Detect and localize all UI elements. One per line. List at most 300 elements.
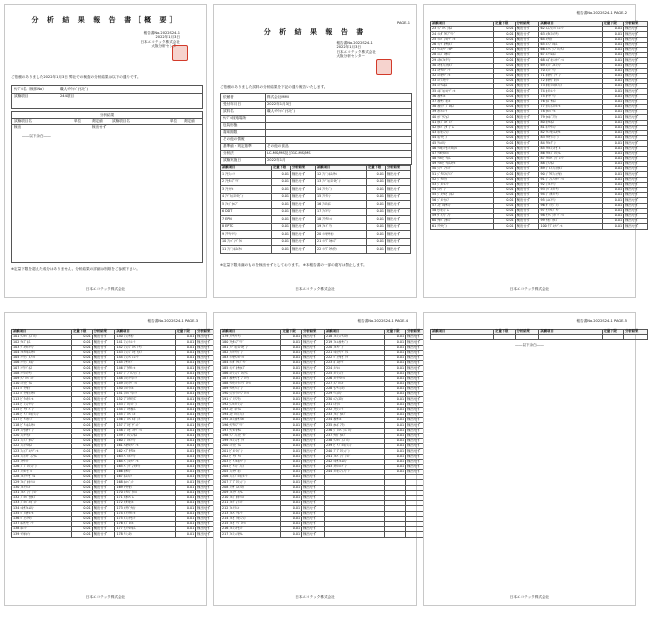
table-cell: 検出せず <box>515 213 539 218</box>
table-cell: 36 ｵｷｻﾐﾙ <box>431 94 494 99</box>
table-cell: 検出せず <box>515 105 539 110</box>
table-cell: 105 ﾄﾘｱｼﾞﾒﾉｰﾙ <box>12 355 72 360</box>
table-cell: 87 ｸﾛﾛﾍﾞﾝｼﾞﾚｰﾄ <box>539 156 602 161</box>
table-cell: 検出せず <box>196 361 219 366</box>
detail-footer: 日本エコテック株式会社 <box>509 287 550 291</box>
table-cell: 検出せず <box>196 381 219 386</box>
table-cell: 0.01 <box>72 527 93 532</box>
table-cell: 検出せず <box>196 402 219 407</box>
table-cell: 132 ﾌﾟﾛﾊﾟﾓｶﾙﾌﾞ <box>12 496 72 501</box>
table-cell: 110 ﾆﾃﾝﾋﾟﾗﾑ <box>12 381 72 386</box>
table-cell: 0.01 <box>72 350 93 355</box>
table-cell: 検出せず <box>302 464 325 469</box>
table-cell: 検出せず <box>406 454 429 459</box>
table-cell: 226 ﾒﾄﾗｸﾛｰﾙ <box>324 376 384 381</box>
table-cell: 54 ｼﾏｼﾞﾝ <box>431 188 494 193</box>
table-cell: 168 ﾎﾙﾍﾟｯﾄ <box>115 480 175 485</box>
table-cell: 120 ﾌｪﾅﾘﾓﾙ <box>12 433 72 438</box>
table-cell: 検出せず <box>92 392 115 397</box>
table-cell: 検出せず <box>624 167 648 172</box>
table-cell: 検出せず <box>302 366 325 371</box>
table-cell: 162 ﾍﾌﾟﾀｸﾛﾙ <box>115 449 175 454</box>
table-cell: 0.01 <box>72 340 93 345</box>
table-cell: 0.01 <box>281 480 302 485</box>
table-cell: 0.01 <box>72 355 93 360</box>
table-cell: 140 ﾌｪﾝﾁｵﾝ <box>115 335 175 340</box>
table-cell: 検出せず <box>196 366 219 371</box>
table-cell: 84 ｸﾛﾙﾃﾞﾝ <box>539 141 602 146</box>
table-cell: 0.01 <box>385 387 406 392</box>
table-cell: 0.01 <box>385 335 406 340</box>
table-cell: 0.01 <box>494 94 516 99</box>
table-cell: 68 ｴﾎﾟｷｼｺﾅｿﾞｰﾙ <box>539 58 602 63</box>
table-cell: 163 ﾍﾟﾙﾒﾄﾘﾝ <box>115 454 175 459</box>
table-cell: 0.01 <box>494 37 516 42</box>
table-cell: 検出せず <box>302 371 325 376</box>
table-cell: 8 EPTC <box>221 223 272 231</box>
table-cell: 検出せず <box>386 231 411 239</box>
table-cell: 216 ﾌﾙﾌｪﾅｾｯﾄ <box>221 527 281 532</box>
table-cell: 0.01 <box>494 151 516 156</box>
table-cell: 検出せず <box>302 449 325 454</box>
table-cell: 0.01 <box>72 428 93 433</box>
column-header: 分析結果 <box>386 166 411 171</box>
table-cell: 0.01 <box>385 444 406 449</box>
table-cell: 66 ｴﾄﾍﾞﾝﾌﾟﾛｯｸｽ <box>539 47 602 52</box>
table-cell: 186 ｴﾃﾌｪﾝﾌﾟﾛｯｸｽ <box>221 371 281 376</box>
table-cell: 検出せず <box>302 387 325 392</box>
table-cell: 0.01 <box>602 224 624 229</box>
column-header: 試験項目 <box>431 22 494 27</box>
table-cell: 0.01 <box>494 125 516 130</box>
table-cell: 219 ﾌﾙﾐｵｷｻｼﾞﾝ <box>324 340 384 345</box>
table-cell: 243 ﾒﾀﾌﾙﾐｿﾞﾝ <box>324 464 384 469</box>
table-cell: 検出せず <box>291 216 316 224</box>
table-cell: 0.01 <box>72 521 93 526</box>
table-cell: 172 ﾒﾀﾗｷｼﾙ <box>115 501 175 506</box>
table-cell: 0.01 <box>272 246 291 254</box>
table-cell: 0.01 <box>494 224 516 229</box>
report-title: 分 析 結 果 報 告 書 <box>263 28 367 36</box>
table-cell: 検出せず <box>386 186 411 194</box>
table-cell: 42 ｶﾙﾍﾞﾝﾀﾞｼﾞﾑ <box>431 125 494 130</box>
table-cell: 11 ｱｼﾞﾝﾎｽｴﾁﾙ <box>221 246 272 254</box>
table-cell: 0.01 <box>175 345 196 350</box>
detail-page-number: PAGE-4 <box>395 319 408 323</box>
table-cell: 検出せず <box>302 459 325 464</box>
table-cell: 検出せず <box>624 53 648 58</box>
table-cell: 検出せず <box>515 146 539 151</box>
report-no: 報告書No.2022S24-1 <box>336 41 373 45</box>
table-cell: 136 ﾍﾟﾝｼｸﾛﾝ <box>12 516 72 521</box>
table-cell: 0.01 <box>602 182 624 187</box>
table-cell: 235 ｶﾙﾎﾞﾌﾗﾝ <box>324 423 384 428</box>
table-cell: 0.01 <box>602 47 624 52</box>
table-cell: 61 ﾃｸﾅｾﾞﾝ <box>431 224 494 229</box>
table-cell: 検出せず <box>406 444 429 449</box>
table-cell: 0.01 <box>72 345 93 350</box>
table-cell: 180 ｱｾﾀﾐﾌﾟﾘﾄﾞ <box>221 340 281 345</box>
table-cell: 45 ｸﾐﾙﾛﾝ <box>431 141 494 146</box>
table-cell: 144 ﾌｪﾝﾊﾞﾚﾚｰﾄ <box>115 355 175 360</box>
table-cell: 234 ｵｷｻﾐﾙ <box>324 418 384 423</box>
table-cell: 0.01 <box>494 167 516 172</box>
table-cell: 99 ﾁｵｼﾞｶﾙﾌﾞ <box>539 219 602 224</box>
table-cell: 検出せず <box>515 84 539 89</box>
table-cell: 検出せず <box>92 496 115 501</box>
table-cell: 85 ｸﾛﾙﾌｪﾅﾋﾟﾙ <box>539 146 602 151</box>
table-cell: 0.01 <box>175 475 196 480</box>
table-cell: 64 ｴﾁｵﾝ <box>539 37 602 42</box>
table-cell: 0.01 <box>494 84 516 89</box>
table-cell: 検出せず <box>515 130 539 135</box>
table-cell: 183 ｲｿｷｻﾌﾙﾄｰﾙ <box>221 355 281 360</box>
table-cell: 221 ﾍｷｼﾁｱｿﾞｸｽ <box>324 350 384 355</box>
table-cell: 検出せず <box>624 224 648 229</box>
table-cell: 60 ﾁｵﾍﾞﾝｶﾙﾌﾞ <box>431 219 494 224</box>
table-cell: 62 ｴｽﾌｪﾝﾊﾞﾚﾚｰﾄ <box>539 27 602 32</box>
table-cell: 0.01 <box>494 203 516 208</box>
table-cell: 0.01 <box>175 376 196 381</box>
table-row <box>431 335 648 340</box>
table-cell: 検出せず <box>515 156 539 161</box>
table-cell: 0.01 <box>175 470 196 475</box>
report-field-value: LC-MS/MS及びGC-MS/MS <box>267 151 311 155</box>
table-cell: 124 ﾌｪﾝﾒﾃﾞｨﾌｧﾑ <box>12 454 72 459</box>
table-cell: 55 ｼﾞﾒﾁﾙﾋﾞﾝﾎｽ <box>431 193 494 198</box>
table-cell: 0.01 <box>602 156 624 161</box>
table-cell: 検出せず <box>196 470 219 475</box>
table-cell: 0.01 <box>72 387 93 392</box>
table-cell: 79 ｶﾙﾎﾞﾌﾗﾝ <box>539 115 602 120</box>
table-cell: 0.01 <box>175 433 196 438</box>
table-cell: 175 ﾒﾌｪﾅｾｯﾄ <box>115 516 175 521</box>
table-cell: 195 ｽﾙﾌｫｷｻﾌﾛﾙ <box>221 418 281 423</box>
table-cell: 224 ﾒｿﾐﾙ <box>324 366 384 371</box>
table-cell: 検出せず <box>515 136 539 141</box>
table-cell: 0.01 <box>494 120 516 125</box>
table-cell: 48 ｸﾛﾙﾋﾟﾘﾎｽ <box>431 156 494 161</box>
table-cell: 108 ﾄﾘﾌﾙﾗﾘﾝ <box>12 371 72 376</box>
table-cell: 0.01 <box>281 485 302 490</box>
table-cell: 138 ﾎﾚｰﾄ <box>12 527 72 532</box>
table-cell: 30 ｴﾁｵﾌｪﾝｶﾙﾌﾞ <box>431 63 494 68</box>
summary-sample-name: 職人ﾏｸﾗｲﾍﾞ(ﾓｽﾋﾞ) <box>60 87 88 91</box>
table-cell: 21 ｲｿﾌﾟﾛｶﾙﾌﾞ <box>316 238 367 246</box>
table-cell: 検出せず <box>624 177 648 182</box>
table-cell: 検出せず <box>624 172 648 177</box>
table-cell: 検出せず <box>92 355 115 360</box>
table-cell: 44 ｷﾝﾄｾﾞﾝ <box>431 136 494 141</box>
table-cell: 215 ﾌﾙﾋﾟﾘﾌﾟﾛｰﾙ <box>221 521 281 526</box>
table-cell: 98 ﾁｱﾍﾞﾝﾀﾞｿﾞｰﾙ <box>539 213 602 218</box>
table-cell: 検出せず <box>624 89 648 94</box>
table-cell: 91 ｼﾞﾌｪﾉｺﾅｿﾞｰﾙ <box>539 177 602 182</box>
table-cell: 検出せず <box>515 224 539 229</box>
table-cell: 0.01 <box>281 532 302 537</box>
table-cell: 207 ﾌﾞﾌﾟﾛﾌｪｼﾞﾝ <box>221 480 281 485</box>
table-cell: 0.01 <box>602 213 624 218</box>
table-cell: 検出せず <box>92 449 115 454</box>
table-cell: 0.01 <box>602 27 624 32</box>
table-cell: 0.01 <box>602 188 624 193</box>
table-cell: 176 ﾒﾌﾟﾛﾆﾙ <box>115 521 175 526</box>
table-cell: 検出せず <box>515 110 539 115</box>
column-header: 定量下限 <box>281 330 302 335</box>
table-cell: 121 ﾌｪﾉﾌﾞｶﾙﾌﾞ <box>12 438 72 443</box>
table-cell: 0.01 <box>494 105 516 110</box>
table-cell: 0.01 <box>72 480 93 485</box>
table-cell: 0.01 <box>175 449 196 454</box>
table-cell: 0.01 <box>281 444 302 449</box>
table-cell: 165 ﾍﾟﾝﾃﾞｨﾒﾀﾘﾝ <box>115 464 175 469</box>
table-cell: 0.01 <box>367 208 386 216</box>
table-cell: 検出せず <box>515 141 539 146</box>
table-cell: 0.01 <box>175 355 196 360</box>
table-cell: 205 ﾌｪﾅｻﾞｷﾝ <box>221 470 281 475</box>
report-page-1 <box>213 4 417 298</box>
column-header: 分析結果 <box>302 330 325 335</box>
table-cell: 0.01 <box>494 198 516 203</box>
table-cell: 検出せず <box>302 423 325 428</box>
table-row <box>221 532 429 537</box>
table-cell: 0.01 <box>281 376 302 381</box>
table-cell: 0.01 <box>602 115 624 120</box>
table-row <box>12 532 219 537</box>
table-cell: 0.01 <box>494 188 516 193</box>
table-cell: 検出せず <box>302 532 325 537</box>
table-cell: 0.01 <box>72 459 93 464</box>
table-cell: 63 ｴﾀﾙﾌﾙﾗﾘﾝ <box>539 32 602 37</box>
table-cell: 検出せず <box>196 438 219 443</box>
table-cell: 2 ｱｾﾀﾐﾌﾟﾘﾄﾞ <box>221 178 272 186</box>
table-cell: 159 ﾌﾟﾛﾌｪﾉﾎｽ <box>115 433 175 438</box>
summary-result: 検出せず <box>92 125 107 129</box>
summary-date: 2022年1月3日 <box>155 35 180 40</box>
table-cell: 0.01 <box>72 423 93 428</box>
table-cell: 検出せず <box>624 105 648 110</box>
table-cell: 69 ｴﾝﾄﾞｽﾙﾌｧﾝ <box>539 63 602 68</box>
table-cell: 検出せず <box>624 213 648 218</box>
table-cell: 78 ｶﾙﾊﾞﾘﾙ <box>539 110 602 115</box>
table-cell: 170 ﾐｸﾛﾌﾞﾀﾆﾙ <box>115 490 175 495</box>
table-cell: 検出せず <box>302 418 325 423</box>
table-cell: 検出せず <box>386 223 411 231</box>
table-cell: 0.01 <box>602 120 624 125</box>
column-header: 定量下限 <box>175 330 196 335</box>
table-cell: 検出せず <box>624 32 648 37</box>
detail-report-no: 報告書No.2022S24-1 <box>357 319 394 323</box>
table-cell: 検出せず <box>406 387 429 392</box>
table-cell: 検出せず <box>291 178 316 186</box>
table-cell: 検出せず <box>624 182 648 187</box>
column-header: 分析結果 <box>624 22 648 27</box>
table-cell: 検出せず <box>515 115 539 120</box>
table-cell: 検出せず <box>92 371 115 376</box>
table-cell: 0.01 <box>494 219 516 224</box>
table-cell: 検出せず <box>291 208 316 216</box>
table-cell: 検出せず <box>92 444 115 449</box>
table-cell: 67 ｴﾄﾘﾑﾎｽ <box>539 53 602 58</box>
column-header: 試験項目 <box>431 330 494 335</box>
summary-note: ※定量下限を超えた成分はありません。分析結果の詳細は別紙をご参照下さい。 <box>11 267 141 271</box>
table-cell: 43 ｷﾉｷｼﾌｪﾝ <box>431 130 494 135</box>
table-cell: 0.01 <box>602 42 624 47</box>
table-cell: 検出せず <box>624 63 648 68</box>
table-cell: 0.01 <box>385 361 406 366</box>
table-cell: 検出せず <box>196 532 219 537</box>
table-cell: 143 ﾌｪﾝﾌﾟﾛﾋﾟﾓﾙﾌ <box>115 350 175 355</box>
summary-center: 大阪分析センター <box>151 44 180 49</box>
table-cell: 0.01 <box>281 423 302 428</box>
summary-page <box>4 4 207 298</box>
table-cell: 検出せず <box>92 459 115 464</box>
table-cell: 検出せず <box>406 361 429 366</box>
column-header: 定量下限 <box>72 330 93 335</box>
table-cell: 0.01 <box>602 125 624 130</box>
table-cell: 検出せず <box>386 208 411 216</box>
table-cell: 検出せず <box>624 193 648 198</box>
table-cell: 検出せず <box>196 407 219 412</box>
table-cell: 0.01 <box>602 162 624 167</box>
table-cell: 35 ｴﾎﾟｷｼｺﾅｿﾞｰﾙ <box>431 89 494 94</box>
table-cell: 検出せず <box>515 99 539 104</box>
table-cell: 114 ﾋﾞﾌｪﾝﾄﾘﾝ <box>12 402 72 407</box>
table-cell: 検出せず <box>406 464 429 469</box>
table-cell: 0.01 <box>281 361 302 366</box>
table-cell: 0.01 <box>494 32 516 37</box>
table-cell: 237 ﾁｵｼﾞｶﾙﾌﾞ <box>324 433 384 438</box>
table-cell: 検出せず <box>92 361 115 366</box>
table-cell: 126 ﾌﾞﾌﾟﾛﾌｪｼﾞﾝ <box>12 464 72 469</box>
table-cell: 214 ﾌﾙﾋﾟﾗｷｼﾌｪﾝ <box>221 516 281 521</box>
table-cell: 0.01 <box>72 335 93 340</box>
table-row <box>221 208 411 216</box>
table-row <box>221 193 411 201</box>
table-cell: 95 ｼﾑｴﾄﾘﾝ <box>539 198 602 203</box>
table-cell: 0.01 <box>494 63 516 68</box>
table-cell: 0.01 <box>272 216 291 224</box>
table-cell: 検出せず <box>406 428 429 433</box>
table-cell: 220 ﾌﾙﾘﾄﾞﾝ <box>324 345 384 350</box>
table-cell: 212 ﾌﾙﾄﾗﾆﾙ <box>221 506 281 511</box>
table-cell: 174 ﾒﾄﾗｸﾛｰﾙ <box>115 511 175 516</box>
table-cell: 0.01 <box>281 527 302 532</box>
table-cell: 0.01 <box>602 79 624 84</box>
table-cell: 検出せず <box>92 480 115 485</box>
table-cell: 検出せず <box>624 79 648 84</box>
table-cell: 検出せず <box>291 171 316 179</box>
table-cell: 0.01 <box>602 73 624 78</box>
table-cell: 177 ﾓﾉｸﾛﾄﾎｽ <box>115 527 175 532</box>
table-cell: 検出せず <box>196 480 219 485</box>
table-cell: 97 ﾁｱｸﾛﾌﾟﾘﾄﾞ <box>539 208 602 213</box>
table-cell: 209 ﾌﾙｱｻﾞｲﾅﾑ <box>221 490 281 495</box>
table-cell: 検出せず <box>291 238 316 246</box>
table-cell: 0.01 <box>385 397 406 402</box>
table-cell: 0.01 <box>175 402 196 407</box>
table-cell: 0.01 <box>175 423 196 428</box>
table-cell: 0.01 <box>385 438 406 443</box>
table-cell: 検出せず <box>302 335 325 340</box>
table-cell: 検出せず <box>515 198 539 203</box>
table-cell: 52 ｼﾞｸﾛﾗﾝ <box>431 177 494 182</box>
table-cell: 0.01 <box>72 449 93 454</box>
table-cell: 検出せず <box>92 532 115 537</box>
table-cell: 検出せず <box>196 516 219 521</box>
table-cell: 検出せず <box>515 47 539 52</box>
table-cell: 検出せず <box>624 27 648 32</box>
table-cell: 検出せず <box>515 42 539 47</box>
table-cell: 0.01 <box>281 381 302 386</box>
table-cell: 検出せず <box>92 407 115 412</box>
table-cell: 104 ﾄﾙｸﾛﾎｽﾒﾁﾙ <box>12 350 72 355</box>
table-cell: 0.01 <box>494 73 516 78</box>
table-cell: 検出せず <box>624 120 648 125</box>
table-cell: 0.01 <box>281 355 302 360</box>
table-cell: 229 ﾘﾆｭﾛﾝ <box>324 392 384 397</box>
table-cell: 0.01 <box>367 223 386 231</box>
table-cell: 201 ﾋﾟﾒﾄﾛｼﾞﾝ <box>221 449 281 454</box>
table-cell: 検出せず <box>196 444 219 449</box>
table-cell: 検出せず <box>515 162 539 167</box>
table-cell: 検出せず <box>302 397 325 402</box>
column-header: 試験項目 <box>12 330 72 335</box>
table-cell: 208 ﾌﾗｻﾞｽﾙﾌﾛﾝ <box>221 485 281 490</box>
table-cell: 検出せず <box>624 156 648 161</box>
table-cell: 83 ｸﾛﾁｱﾆｼﾞﾝ <box>539 136 602 141</box>
report-field-label: 依頼者 <box>223 95 234 99</box>
table-cell: 150 ﾌﾙﾄﾗﾆﾙ <box>115 387 175 392</box>
table-cell: 89 ｼﾞｴﾄﾌｪﾝｶﾙﾌﾞ <box>539 167 602 172</box>
column-header: 分析結果 <box>291 166 316 171</box>
table-cell: 129 ﾌﾙｼﾞｵｷｿﾆﾙ <box>12 480 72 485</box>
table-cell: 92 ｼﾌﾙﾄﾘﾝ <box>539 182 602 187</box>
table-cell: 53 ｼﾞﾒﾄｴｰﾄ <box>431 182 494 187</box>
table-cell: 160 ﾌﾟﾛﾒﾄﾘﾝ <box>115 438 175 443</box>
table-cell: 0.01 <box>602 68 624 73</box>
summary-notice: ご依頼のありました2022年1月3日 弊社での検査の分析結果は以下の通りです。 <box>11 75 141 79</box>
table-cell: 0.01 <box>175 335 196 340</box>
table-cell: 検出せず <box>624 84 648 89</box>
table-cell: 検出せず <box>196 521 219 526</box>
table-cell: 0.01 <box>281 506 302 511</box>
table-cell: 0.01 <box>494 213 516 218</box>
table-cell: 検出せず <box>196 459 219 464</box>
table-cell: 検出せず <box>92 490 115 495</box>
table-cell: 0.01 <box>281 397 302 402</box>
table-cell: 0.01 <box>272 171 291 179</box>
table-cell: 0.01 <box>72 438 93 443</box>
table-cell: 検出せず <box>515 37 539 42</box>
table-cell: 239 ﾋﾟﾘﾌﾟﾛｷｼﾌｪﾝ <box>324 444 384 449</box>
table-cell: 142 ﾌｪﾝﾌﾟﾛﾊﾟﾄﾘﾝ <box>115 345 175 350</box>
table-cell: 5 ｱﾙｼﾞｶﾙﾌﾞ <box>221 201 272 209</box>
table-cell: 0.01 <box>602 203 624 208</box>
table-cell: 200 ﾆﾃﾝﾋﾟﾗﾑ <box>221 444 281 449</box>
table-cell: 109 ﾅﾌﾟﾛﾊﾟﾐﾄﾞ <box>12 376 72 381</box>
table-cell: 検出せず <box>515 151 539 156</box>
table-cell: 147 ﾌﾞﾌﾟﾛﾌｪｼﾞﾝ <box>115 371 175 376</box>
table-cell: 検出せず <box>515 167 539 172</box>
table-cell: 127 ﾌﾗﾒﾄﾋﾟﾙ <box>12 470 72 475</box>
table-cell: 0.01 <box>175 454 196 459</box>
table-cell: 検出せず <box>406 413 429 418</box>
detail-page-number: PAGE-2 <box>614 11 627 15</box>
table-cell: 検出せず <box>302 376 325 381</box>
table-cell: 検出せず <box>291 246 316 254</box>
table-cell: 0.01 <box>175 527 196 532</box>
